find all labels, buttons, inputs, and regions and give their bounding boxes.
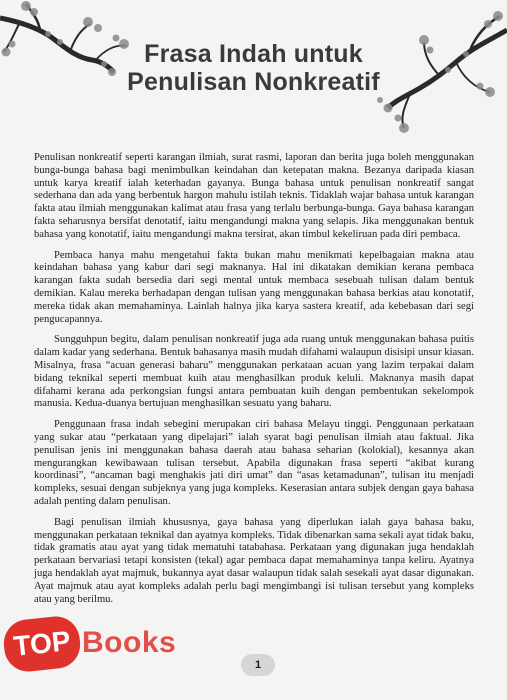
title-line-2: Penulisan Nonkreatif	[127, 68, 380, 96]
topbooks-watermark-logo	[4, 618, 204, 688]
logo-books-text: Books	[82, 626, 177, 659]
paragraph-5: Bagi penulisan ilmiah khususnya, gaya bahasa yang diperlukan ialah gaya bahasa baku, menggunakan perkataan teknikal dan ayatnya kompleks. Tidak dibenarkan sama sekali ayat tidak baku, tidak gramatis atau ayat yang tidak mematuhi tatabahasa. Perkataan yang digunakan juga hendaklah perkataan bervariasi tetapi konsisten (tekal) agar pembaca dapat memahaminya tanpa keliru. Ayatnya juga hendaklah ayat majmuk, bukannya ayat dasar walaupun tidak salah sesekali ayat dasar digunakan. Ayat majmuk atau ayat kompleks adalah perlu bagi mengimbangi isi tulisan tersebut yang kompleks atau yang berilmu.	[34, 516, 474, 605]
title-line-1: Frasa Indah untuk	[144, 40, 363, 68]
article-body	[34, 152, 474, 614]
page-title	[0, 40, 507, 96]
logo-top-badge: TOP	[1, 614, 82, 674]
paragraph-2: Pembaca hanya mahu mengetahui fakta bukan mahu menikmati kepelbagaian makna atau keindahan bahasa yang kabur dari segi maknanya. Hal ini dikatakan demikian kerana pembaca karangan fakta sudah bersedia dari segi mental untuk membaca sesebuah tulisan dalam bentuk demikian. Kalau mereka berhadapan dengan tulisan yang menggunakan bahasa berkias atau konotatif, mereka tidak akan memahaminya. Lainlah halnya jika karya sastera kreatif, ada kebebasan dari segi pengucapannya.	[34, 249, 474, 325]
paragraph-3: Sungguhpun begitu, dalam penulisan nonkreatif juga ada ruang untuk menggunakan bahasa puitis dalam kadar yang sederhana. Bentuk bahasanya masih mudah difahami walaupun disisipi unsur kiasan. Misalnya, frasa “acuan generasi baharu” menggunakan perkataan acuan yang lazim terpakai dalam bidang teknikal seperti membuat kuih atau menghasilkan produk keluli. Maknanya masih dapat difahami kerana ada perkongsian fungsi antara pembuatan kuih dengan pembentukan sekelompok manusia. Kedua-duanya bertujuan menghasilkan sesuatu yang baharu.	[34, 334, 474, 410]
paragraph-4: Penggunaan frasa indah sebegini merupakan ciri bahasa Melayu tinggi. Penggunaan perkataan yang sukar atau “perkataan yang dipelajari” ialah syarat bagi penulisan ilmiah atau faktual. Jika penulisan jenis ini menggunakan bahasa daerah atau bahasa seharian (kolokial), kesannya akan mengurangkan kewibawaan tulisan tersebut. Apabila digunakan frasa seperti “akibat kurang koordinasi”, “ancaman bagi menghakis jati diri umat” dan “asas ketamadunan”, tulisan itu menjadi kompleks, sesuai dengan subjeknya yang juga kompleks. Keserasian antara subjek dengan gaya bahasa adalah penting dalam penulisan.	[34, 419, 474, 507]
page-number: 1	[241, 654, 275, 676]
paragraph-1: Penulisan nonkreatif seperti karangan ilmiah, surat rasmi, laporan dan berita juga boleh menggunakan bunga-bunga bahasa bagi menimbulkan keindahan dan ketepatan makna. Bezanya daripada kiasan untuk karya kreatif ialah keterhadan gayanya. Bunga bahasa untuk penulisan nonkreatif sangat sederhana dan ada yang berbentuk hargon mahulu istilah teknis. Tidaklah wajar bahasa untuk karangan fakta atau ilmiah menggunakan kalimat atau frasa yang terlalu berbunga-bunga. Gaya bahasa karangan fakta seharusnya bersifat denotatif, iaitu mengandungi makna yang selapis. Jika menggunakan bentuk bahasa yang konotatif, iaitu mengandungi makna tersirat, akan timbul kekeliruan pada diri pembaca.	[34, 152, 474, 240]
